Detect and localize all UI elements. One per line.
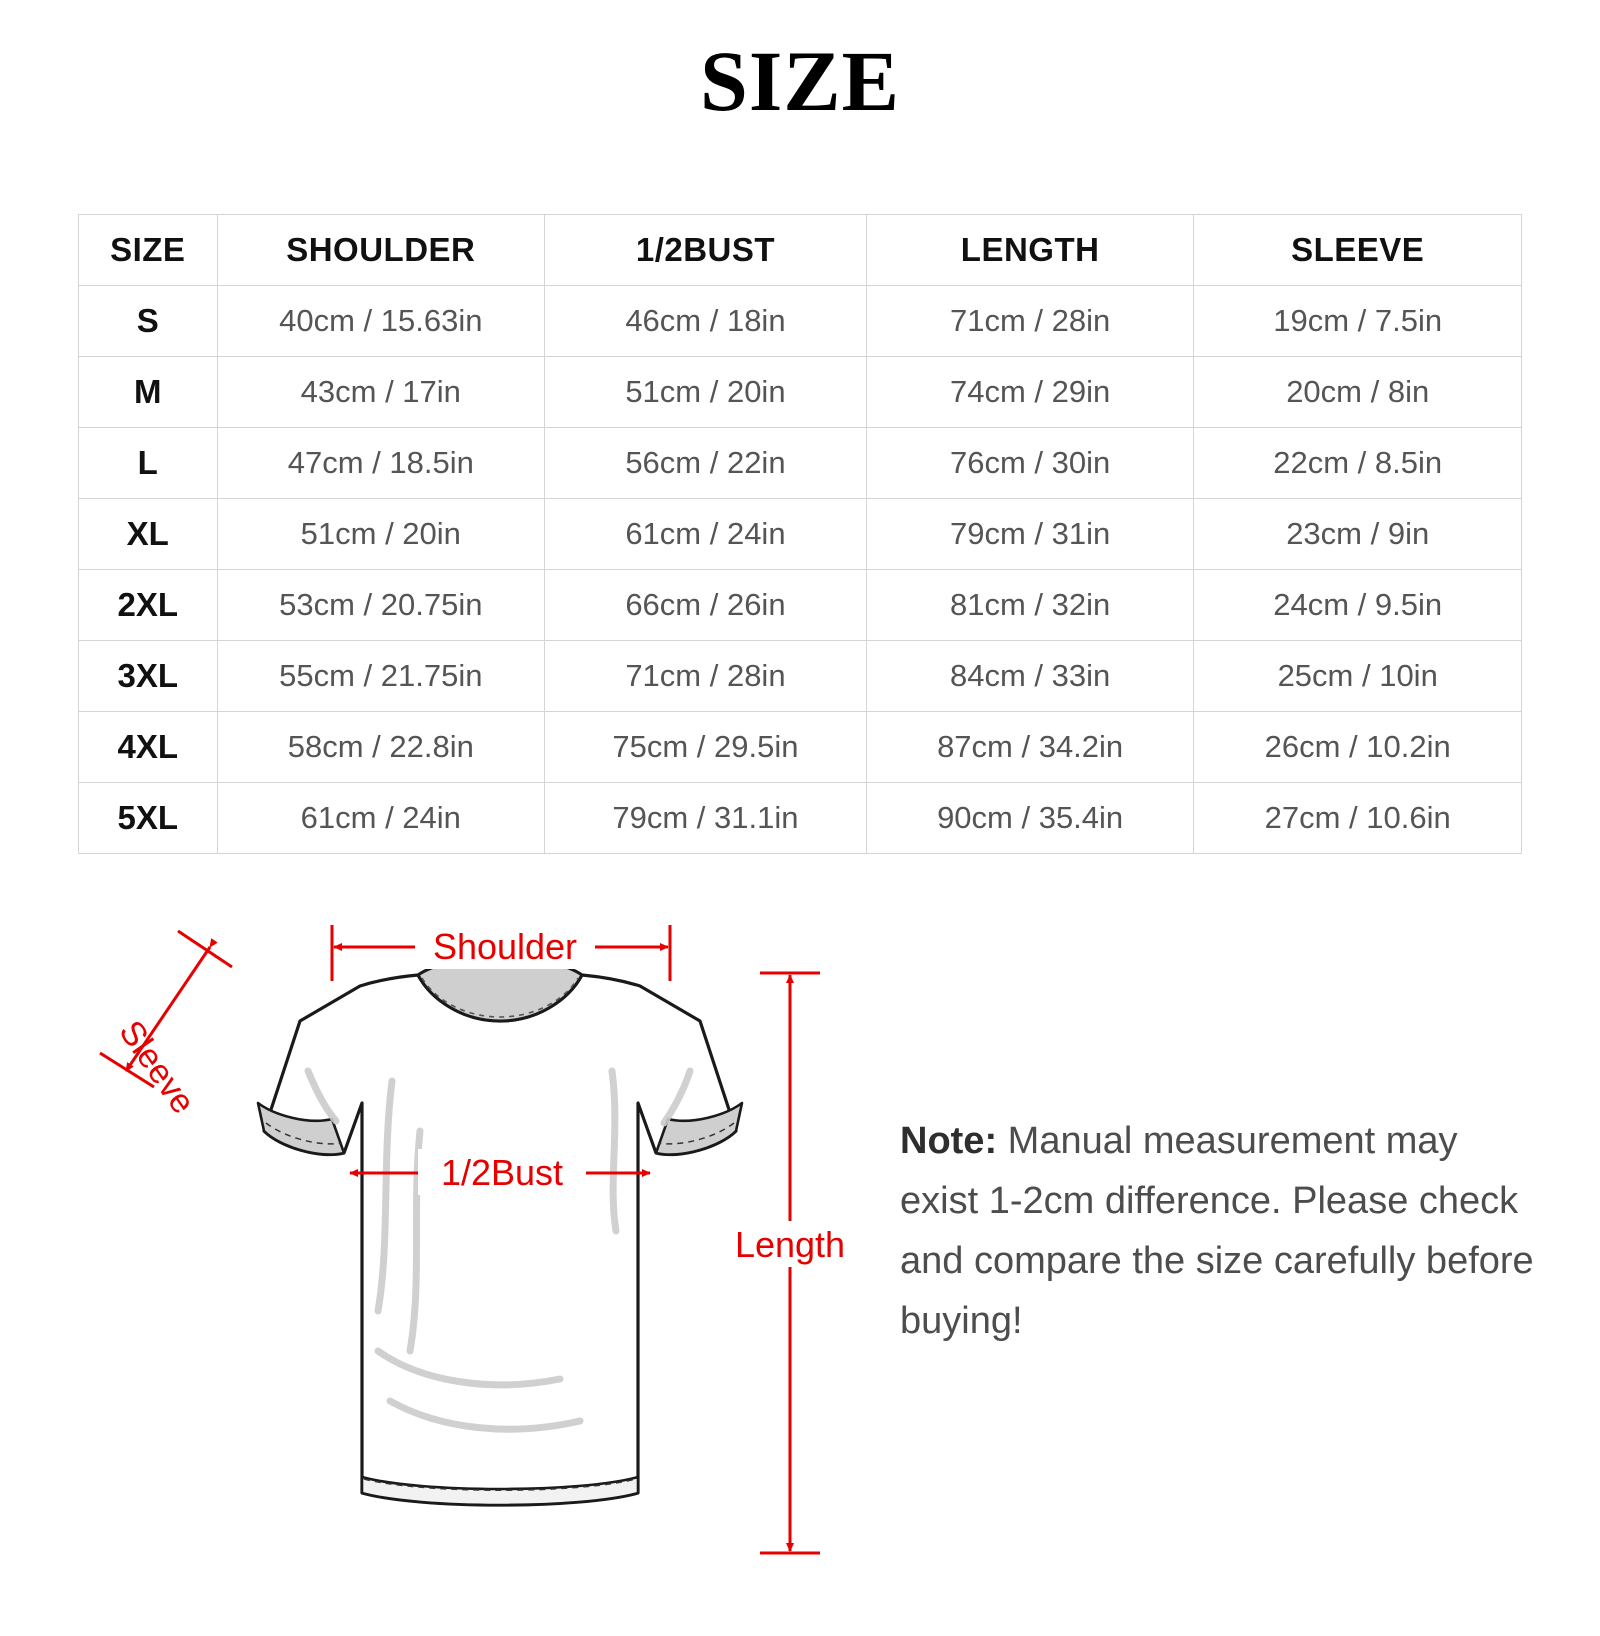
tshirt-graphic: [258, 957, 742, 1505]
cell-length: 87cm / 34.2in: [866, 712, 1194, 783]
tshirt-measurement-diagram: [60, 881, 860, 1601]
cell-bust: 66cm / 26in: [545, 570, 867, 641]
cell-size: XL: [79, 499, 218, 570]
size-chart-table: [78, 214, 1522, 854]
cell-bust: 51cm / 20in: [545, 357, 867, 428]
half-bust-label: 1/2Bust: [440, 1152, 564, 1193]
cell-size: L: [79, 428, 218, 499]
cell-length: 76cm / 30in: [866, 428, 1194, 499]
cell-size: 2XL: [79, 570, 218, 641]
cell-shoulder: 58cm / 22.8in: [217, 712, 545, 783]
shoulder-label: Shoulder: [432, 926, 578, 967]
length-label: Length: [734, 1224, 846, 1265]
cell-size: 4XL: [79, 712, 218, 783]
column-header-sleeve: SLEEVE: [1194, 215, 1522, 286]
cell-sleeve: 24cm / 9.5in: [1194, 570, 1522, 641]
cell-length: 84cm / 33in: [866, 641, 1194, 712]
table-row: [79, 712, 1522, 783]
page-title: SIZE: [699, 33, 901, 129]
cell-bust: 56cm / 22in: [545, 428, 867, 499]
column-header-shoulder: SHOULDER: [217, 215, 545, 286]
cell-sleeve: 26cm / 10.2in: [1194, 712, 1522, 783]
cell-shoulder: 43cm / 17in: [217, 357, 545, 428]
size-chart-table-wrapper: [78, 214, 1522, 854]
cell-bust: 46cm / 18in: [545, 286, 867, 357]
cell-size: 3XL: [79, 641, 218, 712]
measurement-note: [900, 1111, 1540, 1351]
cell-shoulder: 61cm / 24in: [217, 783, 545, 854]
cell-bust: 75cm / 29.5in: [545, 712, 867, 783]
cell-bust: 79cm / 31.1in: [545, 783, 867, 854]
cell-sleeve: 20cm / 8in: [1194, 357, 1522, 428]
cell-size: S: [79, 286, 218, 357]
length-dimension: [720, 973, 860, 1553]
table-row: [79, 499, 1522, 570]
column-header-size: SIZE: [79, 215, 218, 286]
cell-sleeve: 25cm / 10in: [1194, 641, 1522, 712]
cell-shoulder: 55cm / 21.75in: [217, 641, 545, 712]
table-row: [79, 641, 1522, 712]
sleeve-dimension: [100, 931, 232, 1121]
cell-size: M: [79, 357, 218, 428]
cell-length: 74cm / 29in: [866, 357, 1194, 428]
cell-sleeve: 22cm / 8.5in: [1194, 428, 1522, 499]
note-label: Note:: [900, 1120, 998, 1162]
column-header-length: LENGTH: [866, 215, 1194, 286]
cell-sleeve: 23cm / 9in: [1194, 499, 1522, 570]
cell-size: 5XL: [79, 783, 218, 854]
cell-bust: 71cm / 28in: [545, 641, 867, 712]
table-row: [79, 428, 1522, 499]
table-row: [79, 286, 1522, 357]
cell-sleeve: 19cm / 7.5in: [1194, 286, 1522, 357]
column-header-bust: 1/2BUST: [545, 215, 867, 286]
table-row: [79, 783, 1522, 854]
note-text: Manual measurement may exist 1-2cm difference. Please check and compare the size carefully before buying!: [900, 1120, 1534, 1343]
table-row: [79, 570, 1522, 641]
cell-sleeve: 27cm / 10.6in: [1194, 783, 1522, 854]
cell-bust: 61cm / 24in: [545, 499, 867, 570]
cell-length: 81cm / 32in: [866, 570, 1194, 641]
cell-length: 71cm / 28in: [866, 286, 1194, 357]
cell-shoulder: 40cm / 15.63in: [217, 286, 545, 357]
cell-length: 90cm / 35.4in: [866, 783, 1194, 854]
sleeve-label: Sleeve: [111, 1013, 203, 1121]
table-header-row: [79, 215, 1522, 286]
cell-shoulder: 47cm / 18.5in: [217, 428, 545, 499]
cell-length: 79cm / 31in: [866, 499, 1194, 570]
cell-shoulder: 53cm / 20.75in: [217, 570, 545, 641]
cell-shoulder: 51cm / 20in: [217, 499, 545, 570]
table-row: [79, 357, 1522, 428]
